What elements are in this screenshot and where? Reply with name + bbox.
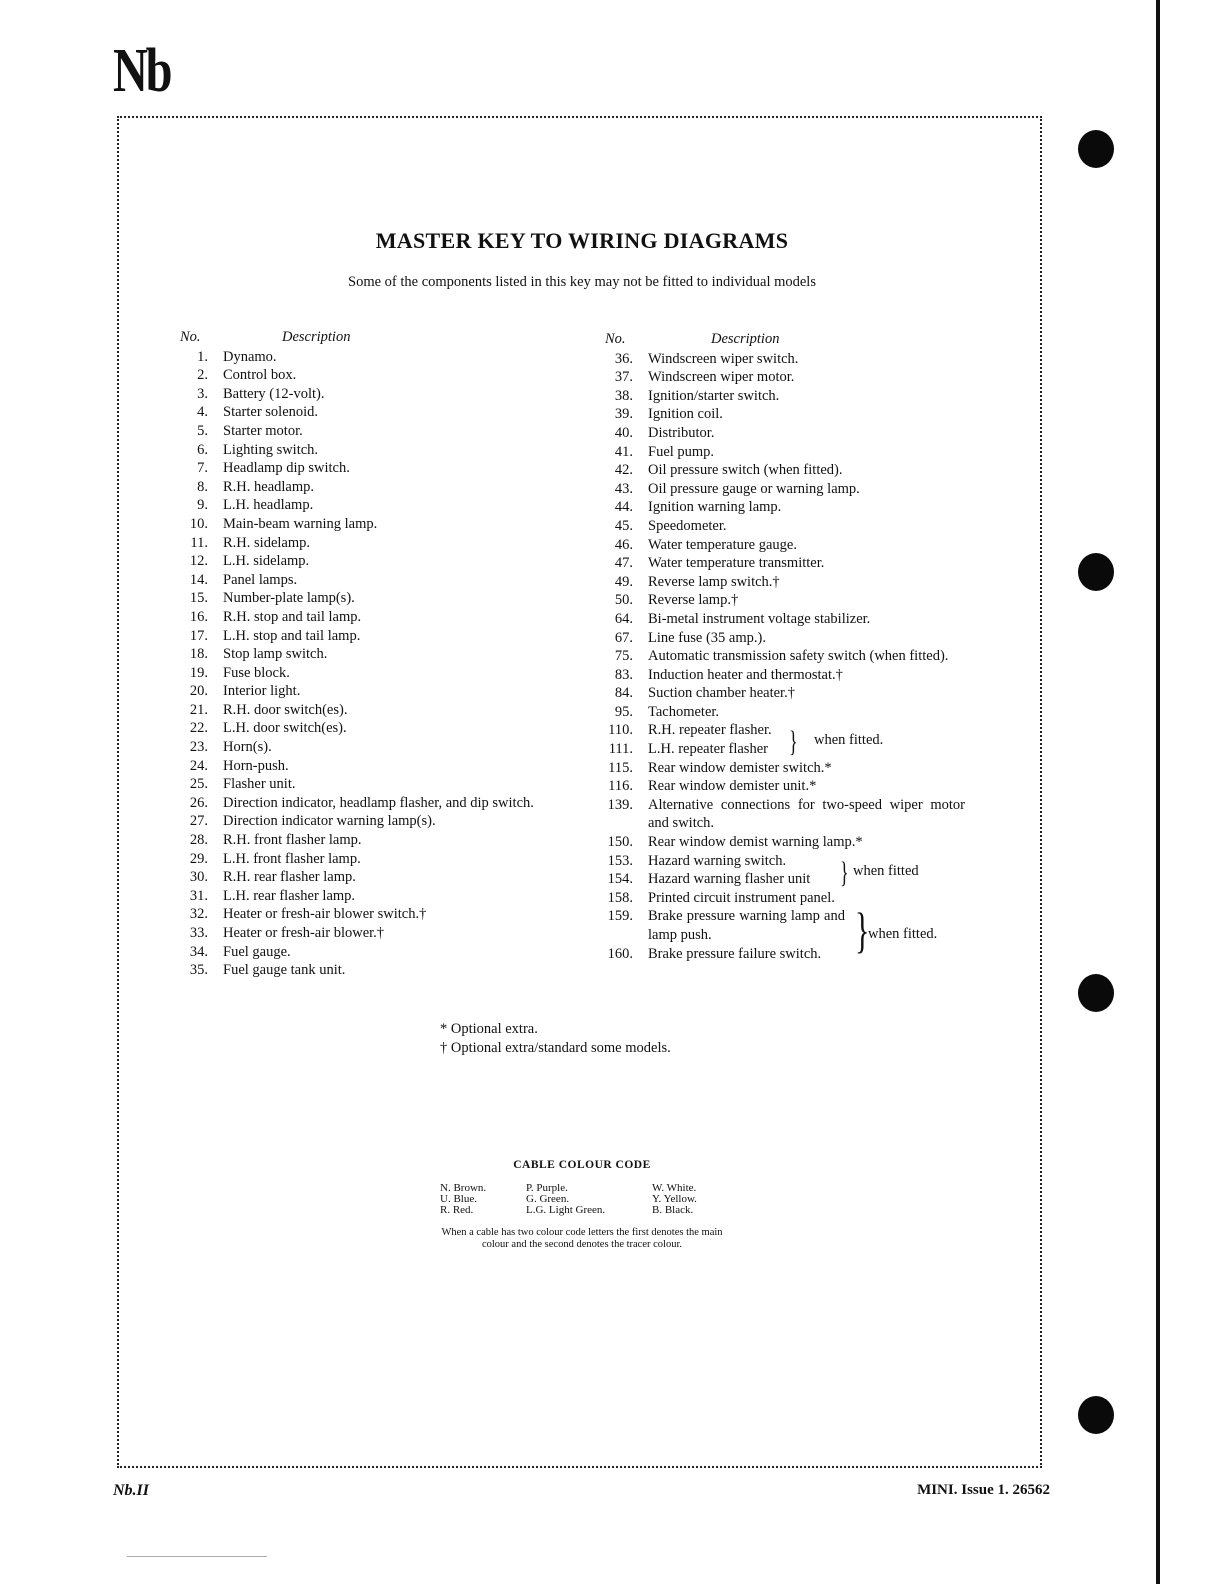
key-item-description: Reverse lamp.† bbox=[648, 592, 739, 609]
footnote-optional-standard: † Optional extra/standard some models. bbox=[440, 1040, 671, 1056]
key-column-right bbox=[595, 330, 965, 963]
cable-code: P. Purple. bbox=[526, 1182, 568, 1194]
key-item-number: 115. bbox=[608, 759, 633, 776]
key-item bbox=[170, 608, 550, 627]
key-item bbox=[595, 498, 965, 517]
key-item-description: L.H. rear flasher lamp. bbox=[223, 887, 356, 904]
key-item-number: 44. bbox=[614, 499, 633, 516]
key-item bbox=[170, 757, 550, 776]
no-header: No. bbox=[605, 331, 626, 347]
key-item-description: Rear window demist warning lamp.* bbox=[648, 834, 863, 851]
key-item-number: 31. bbox=[189, 887, 208, 904]
cable-code: R. Red. bbox=[440, 1204, 474, 1216]
key-item-number: 50. bbox=[614, 592, 633, 609]
key-item bbox=[595, 554, 965, 573]
key-item bbox=[170, 534, 550, 553]
key-item bbox=[595, 591, 965, 610]
key-item-number: 25. bbox=[189, 776, 208, 793]
key-item-description: Main-beam warning lamp. bbox=[223, 515, 378, 532]
brace-icon: } bbox=[789, 725, 798, 759]
punch-hole bbox=[1078, 553, 1114, 591]
key-item bbox=[170, 366, 550, 385]
key-item-description: Starter motor. bbox=[223, 422, 303, 439]
brace-group-153 bbox=[595, 852, 965, 889]
key-item-description: Hazard warning flasher unit bbox=[648, 871, 811, 888]
key-item-number: 23. bbox=[189, 739, 208, 756]
key-item bbox=[595, 796, 965, 833]
key-item-number: 30. bbox=[189, 869, 208, 886]
key-item bbox=[595, 424, 965, 443]
key-item-number: 41. bbox=[614, 443, 633, 460]
brace-icon: } bbox=[855, 902, 870, 959]
key-item-description: Rear window demister unit.* bbox=[648, 778, 817, 795]
key-item-description: Starter solenoid. bbox=[223, 404, 319, 421]
brace-icon: } bbox=[840, 855, 849, 889]
key-item bbox=[595, 833, 965, 852]
key-item-description: Reverse lamp switch.† bbox=[648, 573, 780, 590]
key-item-description: Lighting switch. bbox=[223, 441, 319, 458]
page-title: MASTER KEY TO WIRING DIAGRAMS bbox=[375, 228, 789, 253]
key-item-description: Control box. bbox=[223, 367, 297, 384]
key-item bbox=[170, 571, 550, 590]
key-item-description: R.H. sidelamp. bbox=[223, 534, 310, 551]
key-item bbox=[170, 943, 550, 962]
key-item-description: Water temperature gauge. bbox=[648, 536, 797, 553]
key-item bbox=[595, 573, 965, 592]
key-item-description: Tachometer. bbox=[648, 703, 720, 720]
key-item bbox=[170, 589, 550, 608]
key-item bbox=[595, 610, 965, 629]
key-item-description: L.H. front flasher lamp. bbox=[223, 850, 361, 867]
key-item-number: 34. bbox=[189, 943, 208, 960]
cable-code: W. White. bbox=[652, 1182, 697, 1194]
key-item-number: 49. bbox=[614, 573, 633, 590]
key-item bbox=[170, 403, 550, 422]
cable-code: G. Green. bbox=[526, 1193, 570, 1205]
key-item bbox=[170, 348, 550, 367]
cable-code: Y. Yellow. bbox=[652, 1193, 697, 1205]
no-header: No. bbox=[180, 329, 201, 345]
key-item bbox=[170, 422, 550, 441]
key-item-number: 38. bbox=[614, 387, 633, 404]
key-item-description: L.H. sidelamp. bbox=[223, 553, 310, 570]
punch-hole bbox=[1078, 974, 1114, 1012]
key-item-description: R.H. repeater flasher. bbox=[648, 722, 772, 739]
key-item-number: 1. bbox=[197, 348, 208, 365]
key-item-description: Horn(s). bbox=[223, 739, 272, 756]
brace-group-110 bbox=[595, 721, 965, 758]
key-item-number: 47. bbox=[614, 555, 633, 572]
key-item-number: 29. bbox=[189, 850, 208, 867]
key-column-left bbox=[170, 328, 550, 980]
key-item bbox=[170, 496, 550, 515]
key-item-description: Stop lamp switch. bbox=[223, 646, 328, 663]
key-item-number: 139. bbox=[607, 796, 633, 813]
key-item-number: 20. bbox=[189, 683, 208, 700]
key-item-description: Windscreen wiper switch. bbox=[648, 350, 799, 367]
key-item bbox=[595, 368, 965, 387]
column-header bbox=[170, 328, 550, 347]
key-item-number: 8. bbox=[197, 478, 208, 495]
key-item-description: R.H. headlamp. bbox=[223, 478, 315, 495]
key-item-number: 35. bbox=[189, 962, 208, 979]
key-item-number: 37. bbox=[614, 369, 633, 386]
description-header: Description bbox=[711, 331, 780, 347]
key-item-description: Brake pressure failure switch. bbox=[648, 945, 822, 962]
key-item-description: Number-plate lamp(s). bbox=[223, 590, 355, 607]
key-item bbox=[595, 461, 965, 480]
key-item-description: Printed circuit instrument panel. bbox=[648, 889, 835, 906]
key-item-number: 3. bbox=[197, 385, 208, 402]
key-item-number: 116. bbox=[608, 778, 633, 795]
key-item-description: Windscreen wiper motor. bbox=[648, 369, 795, 386]
key-item-description: Direction indicator, headlamp flasher, and dip switch. bbox=[223, 794, 534, 811]
key-item-number: 83. bbox=[614, 666, 633, 683]
key-item-number: 24. bbox=[189, 757, 208, 774]
key-item bbox=[170, 887, 550, 906]
key-item-number: 6. bbox=[197, 441, 208, 458]
key-item bbox=[595, 889, 965, 908]
key-item-number: 22. bbox=[189, 720, 208, 737]
key-item-description: Induction heater and thermostat.† bbox=[648, 666, 843, 683]
key-item-number: 10. bbox=[189, 515, 208, 532]
key-item bbox=[170, 868, 550, 887]
key-list-left bbox=[170, 348, 550, 980]
key-item-description: Flasher unit. bbox=[223, 776, 296, 793]
key-item-number: 2. bbox=[197, 367, 208, 384]
key-item bbox=[595, 721, 965, 740]
key-item-description: L.H. door switch(es). bbox=[223, 720, 347, 737]
key-item bbox=[170, 459, 550, 478]
key-item bbox=[170, 812, 550, 831]
key-item-description: Distributor. bbox=[648, 424, 715, 441]
punch-hole bbox=[1078, 130, 1114, 168]
key-item-description: Line fuse (35 amp.). bbox=[648, 629, 766, 646]
key-item-number: 95. bbox=[614, 703, 633, 720]
key-item bbox=[170, 794, 550, 813]
key-item-number: 111. bbox=[608, 741, 633, 758]
cable-colour-note bbox=[0, 1227, 1164, 1251]
key-item-number: 4. bbox=[197, 404, 208, 421]
cable-code: L.G. Light Green. bbox=[526, 1204, 606, 1216]
key-item-number: 9. bbox=[197, 497, 208, 514]
key-item-number: 17. bbox=[189, 627, 208, 644]
key-item-description: Headlamp dip switch. bbox=[223, 460, 350, 477]
key-item-description: Suction chamber heater.† bbox=[648, 685, 795, 702]
key-item-description: Ignition warning lamp. bbox=[648, 499, 782, 516]
key-item-number: 39. bbox=[614, 406, 633, 423]
key-item bbox=[170, 441, 550, 460]
key-item-description: Panel lamps. bbox=[223, 571, 298, 588]
key-item bbox=[170, 905, 550, 924]
key-item-description: Ignition/starter switch. bbox=[648, 387, 780, 404]
key-item bbox=[170, 961, 550, 980]
cable-colour-code-table bbox=[440, 1183, 732, 1216]
key-list-right bbox=[595, 350, 965, 722]
key-item-number: 110. bbox=[608, 722, 633, 739]
cable-code: B. Black. bbox=[652, 1204, 694, 1216]
key-item-number: 158. bbox=[607, 889, 633, 906]
publication-info: MINI. Issue 1. 26562 bbox=[917, 1482, 1050, 1498]
key-item-description: Brake pressure warning lamp and lamp push. bbox=[648, 908, 845, 943]
key-item-description: Bi-metal instrument voltage stabilizer. bbox=[648, 610, 871, 627]
key-item-number: 21. bbox=[189, 701, 208, 718]
key-item-number: 43. bbox=[614, 480, 633, 497]
key-item-number: 16. bbox=[189, 608, 208, 625]
key-item-description: Oil pressure gauge or warning lamp. bbox=[648, 480, 860, 497]
key-item bbox=[595, 684, 965, 703]
key-item-number: 28. bbox=[189, 832, 208, 849]
key-item bbox=[595, 350, 965, 369]
brace-note: when fitted. bbox=[868, 926, 938, 943]
key-item-description: L.H. stop and tail lamp. bbox=[223, 627, 361, 644]
key-item bbox=[595, 480, 965, 499]
key-item-number: 75. bbox=[614, 648, 633, 665]
key-item bbox=[595, 740, 965, 759]
key-item-description: Fuel gauge. bbox=[223, 943, 291, 960]
key-item-number: 153. bbox=[607, 852, 633, 869]
key-item-number: 7. bbox=[197, 460, 208, 477]
key-item bbox=[595, 907, 845, 944]
key-item-description: Automatic transmission safety switch (when fitted). bbox=[648, 648, 949, 665]
key-item-number: 12. bbox=[189, 553, 208, 570]
key-item bbox=[595, 629, 965, 648]
key-item bbox=[595, 517, 965, 536]
brace-note: when fitted bbox=[853, 862, 919, 879]
key-item-number: 11. bbox=[190, 534, 208, 551]
brace-group-159 bbox=[595, 902, 965, 963]
key-item bbox=[595, 387, 965, 406]
key-item bbox=[170, 738, 550, 757]
key-item bbox=[170, 645, 550, 664]
key-item-number: 159. bbox=[607, 908, 633, 925]
key-item-number: 154. bbox=[607, 871, 633, 888]
key-item bbox=[170, 552, 550, 571]
key-item-description: Speedometer. bbox=[648, 517, 727, 534]
key-item-number: 26. bbox=[189, 794, 208, 811]
key-item-description: Rear window demister switch.* bbox=[648, 759, 832, 776]
key-item bbox=[595, 666, 965, 685]
key-item-number: 18. bbox=[189, 646, 208, 663]
key-item-description: Direction indicator warning lamp(s). bbox=[223, 813, 436, 830]
key-item bbox=[595, 405, 965, 424]
key-item-description: Fuse block. bbox=[223, 664, 290, 681]
key-item-number: 150. bbox=[607, 834, 633, 851]
key-item-description: Ignition coil. bbox=[648, 406, 723, 423]
key-item-description: Dynamo. bbox=[223, 348, 277, 365]
cable-code: U. Blue. bbox=[440, 1193, 477, 1205]
punch-hole bbox=[1078, 1396, 1114, 1434]
cable-note-line: colour and the second denotes the tracer colour. bbox=[481, 1239, 682, 1250]
key-item bbox=[170, 701, 550, 720]
key-item-number: 40. bbox=[614, 424, 633, 441]
key-item bbox=[170, 385, 550, 404]
key-item-description: Hazard warning switch. bbox=[648, 852, 787, 869]
key-item bbox=[170, 719, 550, 738]
section-mark: Nb bbox=[113, 37, 171, 105]
key-item bbox=[170, 924, 550, 943]
key-item-description: Horn-push. bbox=[223, 757, 289, 774]
key-item-number: 36. bbox=[614, 350, 633, 367]
page-subtitle: Some of the components listed in this key may not be fitted to individual models bbox=[348, 274, 816, 290]
cable-note-line: When a cable has two colour code letters the first denotes the main bbox=[441, 1227, 723, 1238]
key-item-description: L.H. repeater flasher bbox=[648, 741, 768, 758]
key-item bbox=[595, 945, 845, 964]
key-item-description: R.H. rear flasher lamp. bbox=[223, 869, 356, 886]
key-item-number: 84. bbox=[614, 685, 633, 702]
key-item-description: Heater or fresh-air blower.† bbox=[223, 925, 385, 941]
footnote-optional: * Optional extra. bbox=[440, 1021, 538, 1037]
key-item bbox=[170, 831, 550, 850]
key-item bbox=[595, 777, 965, 796]
key-item-description: R.H. stop and tail lamp. bbox=[223, 608, 362, 625]
key-item-number: 67. bbox=[614, 629, 633, 646]
key-item bbox=[595, 647, 965, 666]
key-item-description: Alternative connections for two-speed wiper motor and switch. bbox=[648, 796, 965, 832]
key-item-description: Water temperature transmitter. bbox=[648, 555, 825, 572]
key-item-number: 5. bbox=[197, 422, 208, 439]
key-item-description: R.H. front flasher lamp. bbox=[223, 832, 362, 849]
key-item-number: 19. bbox=[189, 664, 208, 681]
footnotes bbox=[440, 1020, 671, 1058]
column-header bbox=[595, 330, 965, 349]
page-number: Nb.II bbox=[113, 1482, 150, 1499]
scan-artifact-line bbox=[127, 1556, 267, 1557]
key-item-number: 46. bbox=[614, 536, 633, 553]
key-item bbox=[170, 850, 550, 869]
key-item-description: Interior light. bbox=[223, 683, 301, 700]
key-item-description: L.H. headlamp. bbox=[223, 497, 314, 514]
key-item-number: 27. bbox=[189, 813, 208, 830]
key-item-number: 160. bbox=[607, 945, 633, 962]
cable-code: N. Brown. bbox=[440, 1182, 487, 1194]
key-item-number: 45. bbox=[614, 517, 633, 534]
key-item bbox=[170, 478, 550, 497]
key-item-number: 33. bbox=[189, 925, 208, 941]
key-item-description: Heater or fresh-air blower switch.† bbox=[223, 906, 427, 923]
key-item-number: 14. bbox=[189, 571, 208, 588]
key-item bbox=[170, 775, 550, 794]
key-item-number: 64. bbox=[614, 610, 633, 627]
key-item bbox=[595, 443, 965, 462]
key-item bbox=[595, 703, 965, 722]
key-item bbox=[170, 627, 550, 646]
key-item-description: Fuel pump. bbox=[648, 443, 715, 460]
cable-colour-code-title: CABLE COLOUR CODE bbox=[513, 1159, 651, 1171]
key-item bbox=[170, 682, 550, 701]
key-item-number: 32. bbox=[189, 906, 208, 923]
key-item-description: Battery (12-volt). bbox=[223, 385, 325, 402]
description-header: Description bbox=[282, 329, 351, 345]
key-item-number: 42. bbox=[614, 462, 633, 479]
key-item bbox=[595, 759, 965, 778]
key-item bbox=[595, 536, 965, 555]
key-item bbox=[170, 664, 550, 683]
key-item-number: 15. bbox=[189, 590, 208, 607]
key-item-description: Fuel gauge tank unit. bbox=[223, 962, 346, 979]
key-item bbox=[170, 515, 550, 534]
key-item-description: R.H. door switch(es). bbox=[223, 701, 348, 718]
brace-note: when fitted. bbox=[814, 732, 884, 749]
key-item-description: Oil pressure switch (when fitted). bbox=[648, 462, 843, 479]
